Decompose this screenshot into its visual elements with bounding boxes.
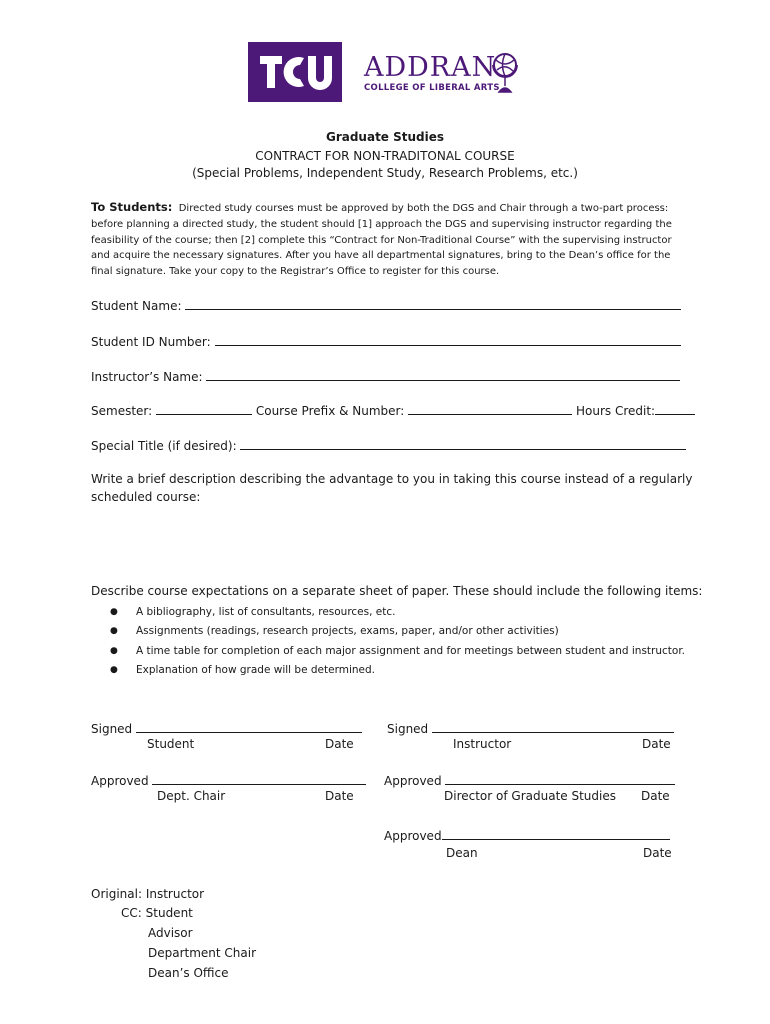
instructor-caption: Instructor xyxy=(453,737,512,751)
intro-lead: To Students: xyxy=(91,200,173,214)
cc-label: CC: xyxy=(121,906,142,920)
dean-caption: Dean xyxy=(446,846,478,860)
student-signature xyxy=(91,720,362,736)
instructor-signature xyxy=(387,720,674,736)
special-title-line[interactable] xyxy=(240,437,686,450)
approved-label: Approved xyxy=(384,774,442,788)
instructor-name-field xyxy=(91,368,680,384)
special-title-label: Special Title (if desired): xyxy=(91,439,237,453)
special-title-field xyxy=(91,437,686,453)
signed-label: Signed xyxy=(91,722,133,736)
instructor-signature-line[interactable] xyxy=(432,720,674,733)
hours-credit-label: Hours Credit: xyxy=(575,404,656,418)
page-title: Graduate Studies xyxy=(325,130,445,144)
original-label: Original: xyxy=(91,887,142,901)
expectations-list xyxy=(110,602,685,680)
dgs-approval xyxy=(384,772,675,788)
list-item: ● A bibliography, list of consultants, resources, etc. xyxy=(110,605,396,618)
dgs-date-caption: Date xyxy=(641,789,670,803)
course-prefix-line[interactable] xyxy=(408,402,572,415)
dept-chair-approval xyxy=(91,772,366,788)
original-line xyxy=(91,887,204,901)
description-prompt: Write a brief description describing the advantage to you in taking this course instead of a regularly xyxy=(91,472,693,486)
course-prefix-label: Course Prefix & Number: xyxy=(255,404,405,418)
instructor-date-caption: Date xyxy=(642,737,671,751)
tcu-logo-graphic xyxy=(248,42,342,102)
list-item: ● Explanation of how grade will be determined. xyxy=(110,664,375,677)
expectations-intro: Describe course expectations on a separate sheet of paper. These should include the following items: xyxy=(91,584,703,598)
addran-wordmark: ADDRAN xyxy=(364,52,497,83)
form-subtitle: CONTRACT FOR NON-TRADITONAL COURSE xyxy=(255,149,515,163)
dept-chair-signature-line[interactable] xyxy=(152,772,366,785)
student-name-label: Student Name: xyxy=(91,299,182,313)
globe-icon xyxy=(490,48,520,98)
instructor-name-line[interactable] xyxy=(206,368,680,381)
intro-line: and acquire the necessary signatures. After you have all departmental signatures, bring to the Dean’s office for the xyxy=(91,250,671,262)
addran-subtitle: COLLEGE OF LIBERAL ARTS xyxy=(364,83,500,93)
student-id-line[interactable] xyxy=(215,333,681,346)
intro-paragraph xyxy=(91,200,681,280)
instructor-name-label: Instructor’s Name: xyxy=(91,370,203,384)
cc-item: Department Chair xyxy=(148,946,257,960)
dgs-caption: Director of Graduate Studies xyxy=(444,789,616,803)
list-item: ● A time table for completion of each major assignment and for meetings between student and instructor. xyxy=(110,644,686,657)
original-value: Instructor xyxy=(145,887,205,901)
student-name-line[interactable] xyxy=(185,297,681,310)
addran-logo xyxy=(362,46,522,98)
signed-label: Signed xyxy=(387,722,429,736)
student-id-field xyxy=(91,333,681,349)
form-subtitle-detail: (Special Problems, Independent Study, Research Problems, etc.) xyxy=(192,166,578,180)
student-caption: Student xyxy=(147,737,195,751)
list-item: ● Assignments (readings, research projects, exams, paper, and/or other activities) xyxy=(110,625,559,638)
dept-chair-caption: Dept. Chair xyxy=(157,789,226,803)
description-prompt-cont: scheduled course: xyxy=(91,490,201,504)
semester-label: Semester: xyxy=(91,404,153,418)
intro-line: feasibility of the course; then [2] complete this “Contract for Non-Traditional Course” with the supervising instructor xyxy=(91,234,672,246)
cc-line xyxy=(121,906,193,920)
dgs-signature-line[interactable] xyxy=(445,772,675,785)
intro-line: final signature. Take your copy to the Registrar’s Office to register for this course. xyxy=(91,266,500,278)
bullet-icon: ● xyxy=(110,626,118,637)
cc-item: Advisor xyxy=(148,926,193,940)
student-signature-line[interactable] xyxy=(136,720,362,733)
semester-row xyxy=(91,402,695,418)
cc-item: Student xyxy=(145,906,193,920)
bullet-icon: ● xyxy=(110,606,118,617)
semester-line[interactable] xyxy=(156,402,252,415)
intro-line: To Students: Directed study courses must be approved by both the DGS and Chair through a two-part process: xyxy=(91,200,669,214)
student-date-caption: Date xyxy=(325,737,354,751)
hours-credit-line[interactable] xyxy=(655,402,695,415)
bullet-icon: ● xyxy=(110,665,118,676)
cc-item: Dean’s Office xyxy=(148,966,229,980)
dean-approval xyxy=(384,827,670,843)
approved-label: Approved xyxy=(384,829,442,843)
intro-line: before planning a directed study, the student should [1] approach the DGS and supervising instructor regarding the xyxy=(91,218,672,230)
dean-signature-line[interactable] xyxy=(442,827,670,840)
dept-chair-date-caption: Date xyxy=(325,789,354,803)
student-id-label: Student ID Number: xyxy=(91,335,211,349)
approved-label: Approved xyxy=(91,774,149,788)
bullet-icon: ● xyxy=(110,645,118,656)
student-name-field xyxy=(91,297,681,313)
dean-date-caption: Date xyxy=(643,846,672,860)
tcu-logo xyxy=(248,42,342,102)
